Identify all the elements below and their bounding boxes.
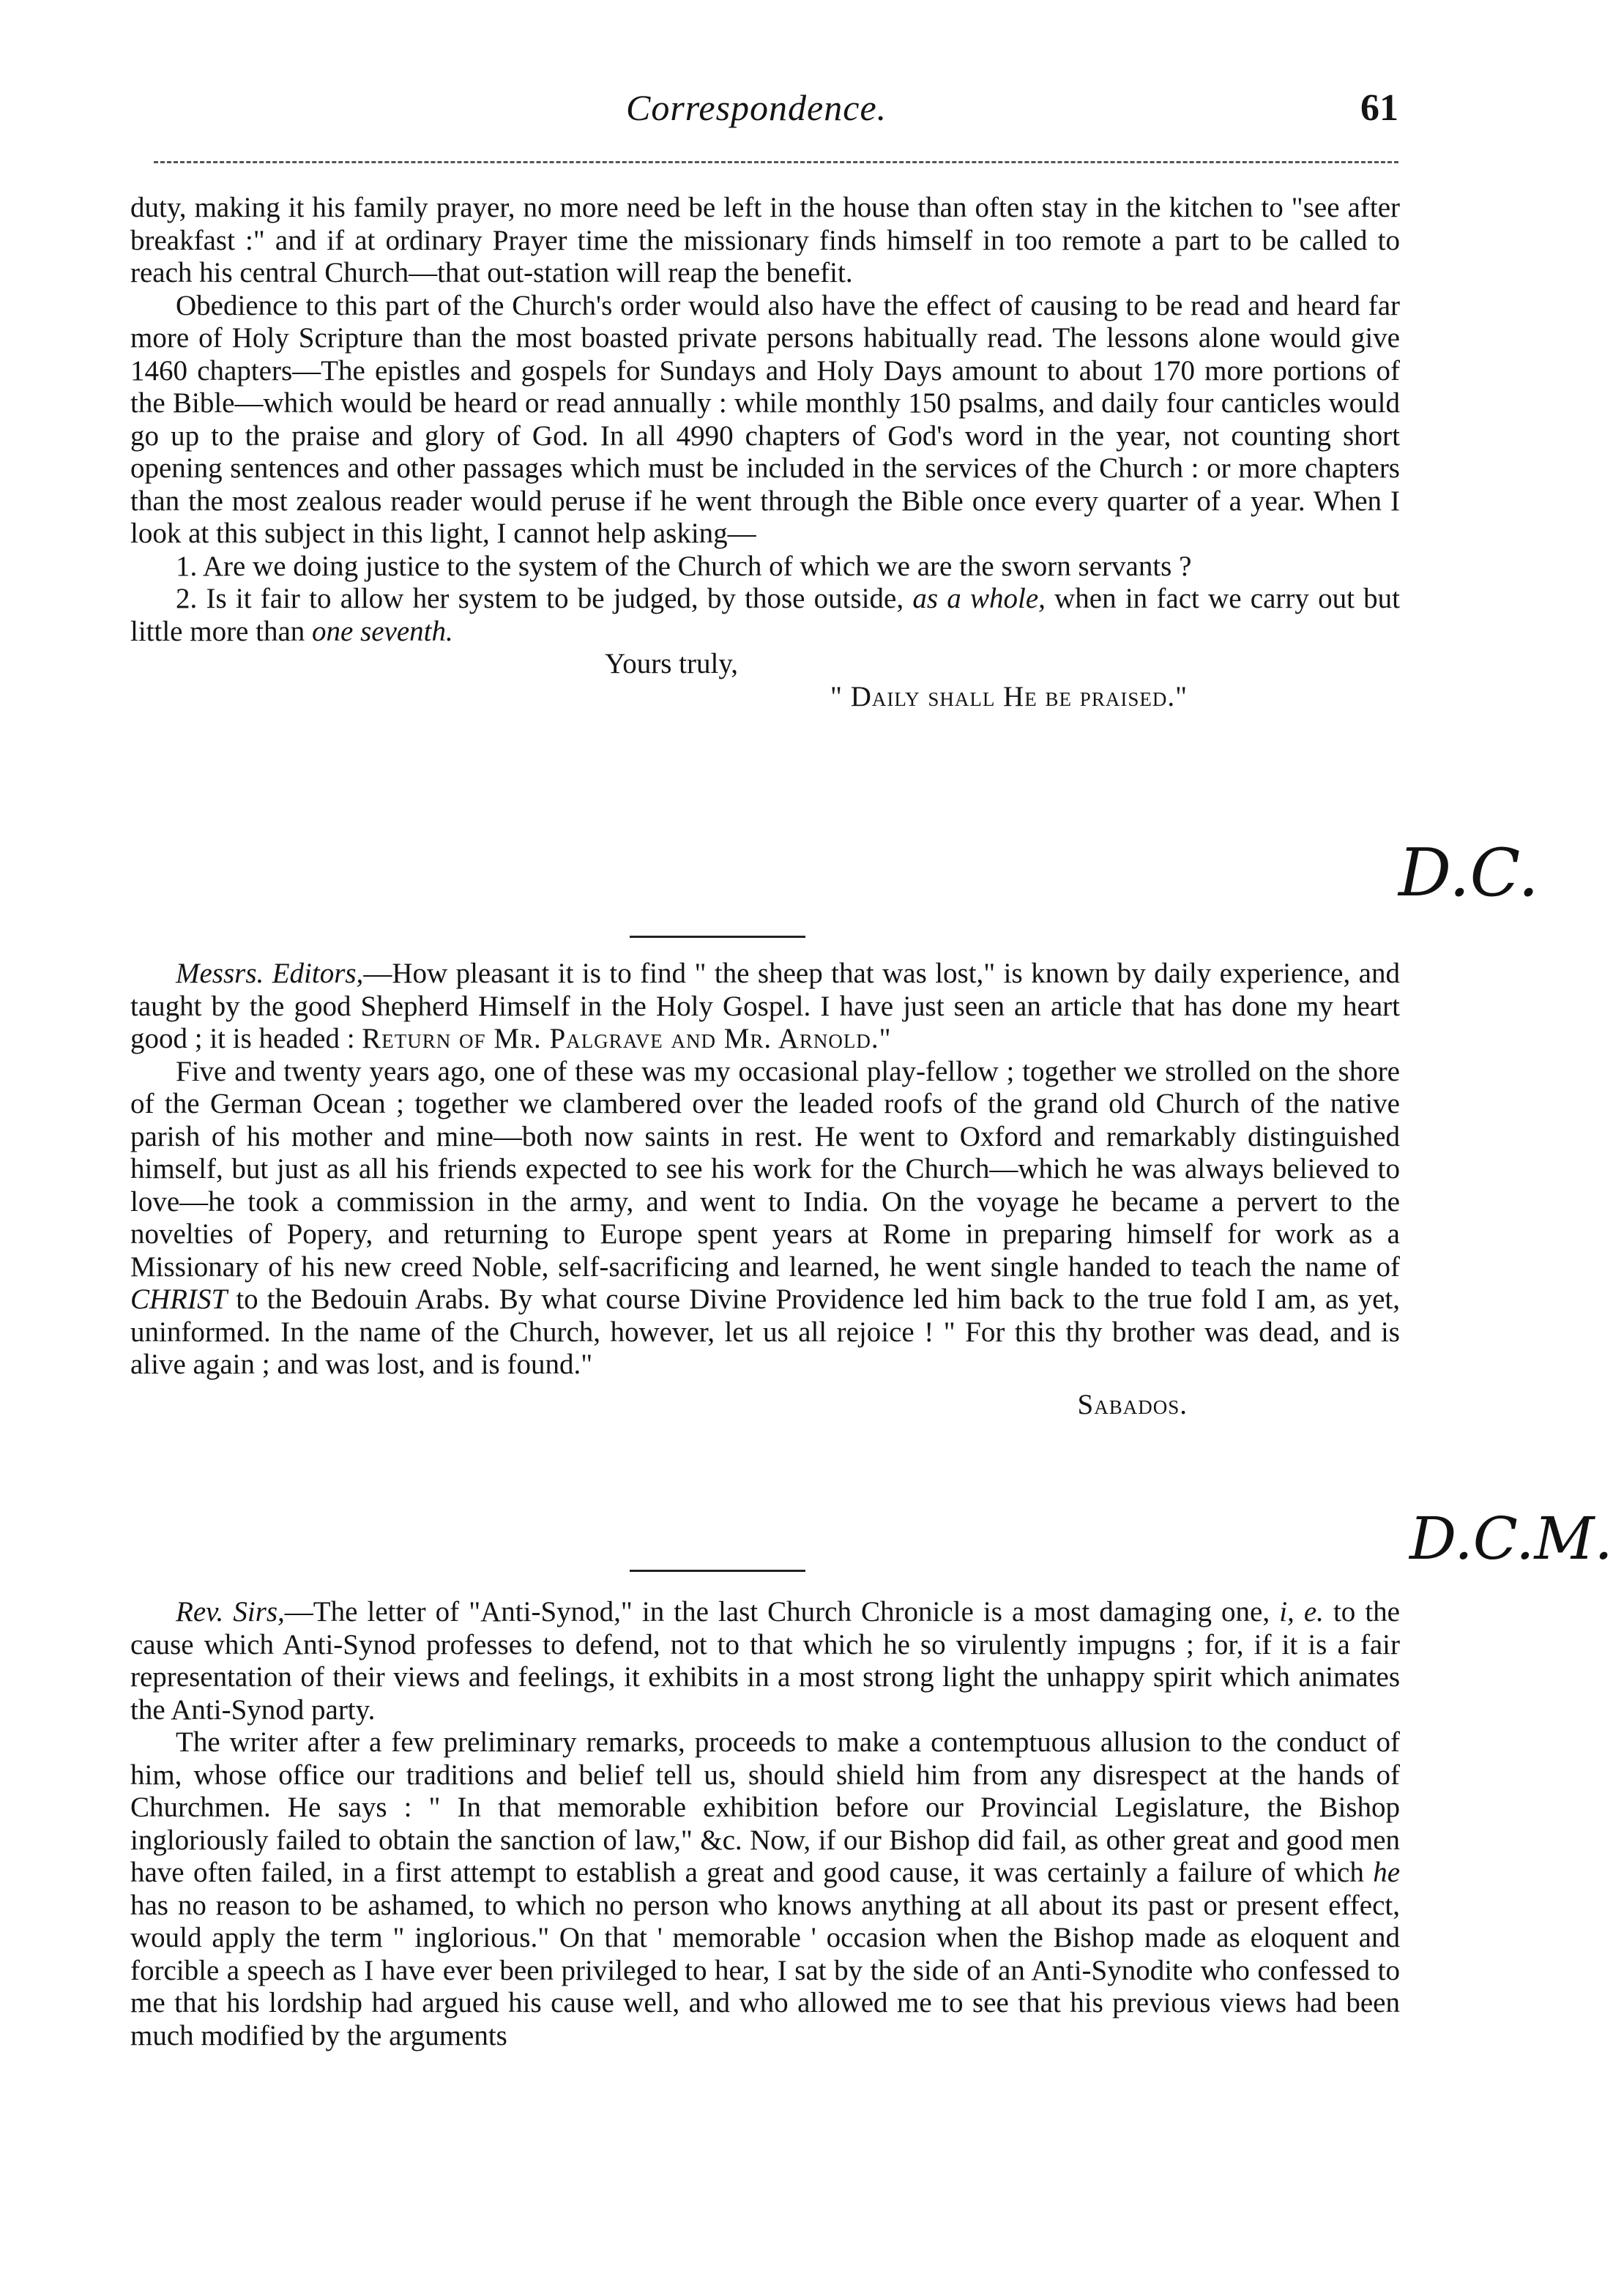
letter-daily-praised	[130, 192, 1400, 713]
letter3-p2-text-b: has no reason to be ashamed, to which no person who knows anything at all about its past or present effect, would apply the term " inglorious." On that ' memorable ' occasion when the Bishop made as eloquent and forcible a speech as I have ever been privileged to hear, I sat by the side of an Anti-Synodite who confessed to me that his lordship had argued his cause well, and who allowed me to see that his previous views had been much modified by the arguments	[130, 1889, 1400, 2051]
letter2-p2-text-b: to the Bedouin Arabs. By what course Divine Providence led him back to the true fold I am, as yet, uninformed. In the name of the Church, however, let us all rejoice ! " For this thy brother was dead, and is alive again ; and was lost, and is found."	[130, 1283, 1400, 1380]
item2-emphasis-seventh: one seventh.	[312, 615, 453, 647]
handwritten-margin-note-2: D.C.M.	[1409, 1505, 1613, 1573]
page-number: 61	[1360, 87, 1398, 129]
header-rule	[154, 161, 1398, 163]
item2-text-b: when in fact we carry out but little more than	[130, 583, 1401, 647]
letter1-item-1: 1. Are we doing justice to the system of the Church of which we are the sworn servants ?	[176, 550, 1192, 582]
letter2-article-heading: Return of Mr. Palgrave and Mr. Arnold."	[362, 1023, 892, 1054]
letter2-salutation: Messrs. Editors,	[176, 958, 364, 989]
letter2-paragraph-1	[130, 958, 1400, 1056]
letter3-paragraph-2	[130, 1726, 1400, 2052]
letter2-signature: Sabados.	[1077, 1388, 1188, 1420]
letter3-he: he	[1373, 1857, 1400, 1888]
letter1-paragraph-1: duty, making it his family prayer, no more need be left in the house than often stay in the kitchen to "see after breakfast :" and if at ordinary Prayer time the missionary finds himself in too remote a part to be called to reach his central Church—that out-station will reap the benefit.	[130, 192, 1400, 288]
letter3-p2-text-a: The writer after a few preliminary remarks, proceeds to make a contemptuous allusion to the conduct of him, whose office our traditions and belief tell us, should shield him from any disrespect at the hands of Churchmen. He says : " In that memorable exhibition before our Provincial Legislature, the Bishop ingloriously failed to obtain the sanction of law," &c. Now, if our Bishop did fail, as other great and good men have often failed, in a first attempt to establish a great and good cause, it was certainly a failure of which	[130, 1726, 1400, 1888]
letter1-signature: " Daily shall He be praised."	[830, 680, 1188, 712]
letter2-christ: CHRIST	[130, 1283, 228, 1315]
letter-sabados	[130, 958, 1400, 1421]
letter3-paragraph-1	[130, 1596, 1400, 1726]
letter3-ie: i, e.	[1279, 1596, 1324, 1628]
item2-emphasis-whole: as a whole,	[912, 583, 1046, 614]
letter2-p1-text: —How pleasant it is to find " the sheep that was lost," is known by daily experience, and taught by the good Shepherd Himself in the Holy Gospel. I have just seen an article that has done my heart good ; it is headed :	[130, 958, 1400, 1054]
letter1-item-2	[130, 583, 1400, 648]
letter3-p1-text-a: —The letter of "Anti-Synod," in the last Church Chronicle is a most damaging one,	[284, 1596, 1280, 1628]
letter1-paragraph-2: Obedience to this part of the Church's order would also have the effect of causing to be read and heard far more of Holy Scripture than the most boasted private persons habitually read. The lessons alone would give 1460 chapters—The epistles and gospels for Sundays and Holy Days amount to about 170 more portions of the Bible—which would be heard or read annually : while monthly 150 psalms, and daily four canticles would go up to the praise and glory of God. In all 4990 chapters of God's word in the year, not counting short opening sentences and other passages which must be included in the services of the Church : or more chapters than the most zealous reader would peruse if he went through the Bible once every quarter of a year. When I look at this subject in this light, I cannot help asking—	[130, 289, 1400, 549]
letter-anti-synod-reply	[130, 1596, 1400, 2052]
letter2-paragraph-2	[130, 1056, 1400, 1382]
letter1-closing: Yours truly,	[605, 648, 739, 679]
letter3-p1-text-b: to the cause which Anti-Synod professes to defend, not to that which he so virulently impugns ; for, if it is a fair representation of their views and feelings, it exhibits in a most strong light the unhappy spirit which animates the Anti-Synod party.	[130, 1596, 1400, 1726]
section-rule-1	[630, 936, 805, 938]
letter3-salutation: Rev. Sirs,	[176, 1596, 285, 1628]
item2-text-a: 2. Is it fair to allow her system to be judged, by those outside,	[176, 583, 913, 614]
section-rule-2	[630, 1570, 805, 1572]
letter2-p2-text-a: Five and twenty years ago, one of these was my occasional play-fellow ; together we strolled on the shore of the German Ocean ; together we clambered over the leaded roofs of the grand old Church of the native parish of his mother and mine—both now saints in rest. He went to Oxford and remarkably distinguished himself, but just as all his friends expected to see his work for the Church—which he was always believed to love—he took a commission in the army, and went to India. On the voyage he became a pervert to the novelties of Popery, and returning to Europe spent years at Rome in preparing himself for work as a Missionary of his new creed Noble, self-sacrificing and learned, he went single handed to teach the name of	[130, 1055, 1400, 1283]
handwritten-margin-note-1: D.C.	[1398, 835, 1539, 912]
page-header	[0, 86, 1398, 145]
running-title: Correspondence.	[626, 87, 887, 128]
